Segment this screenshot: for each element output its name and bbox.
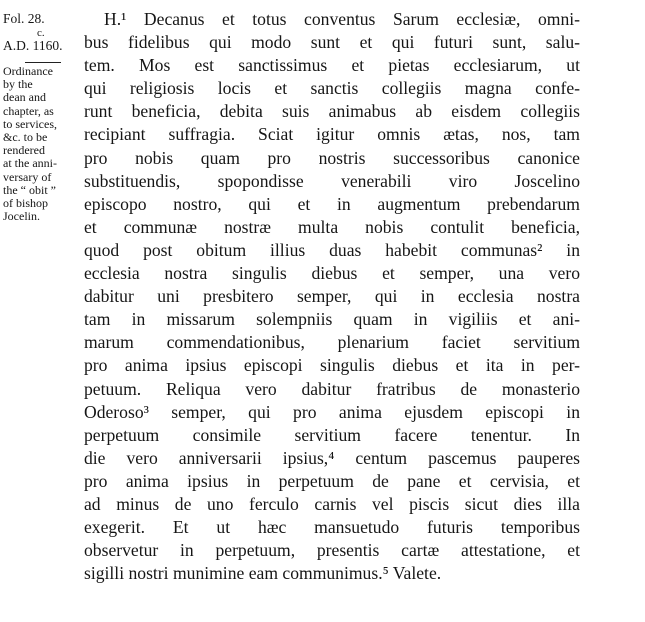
text-line: Oderoso³ semper, qui pro anima ejusdem episcopi in <box>84 401 580 422</box>
circa-mark: c. <box>37 27 45 39</box>
text-line: observetur in perpetuum, presentis cartæ attestatione, et <box>84 540 580 561</box>
text-line: pro anima ipsius in perpetuum de pane et cervisia, et <box>84 470 580 491</box>
text-line: et communæ nostræ multa nobis contulit beneficia, <box>84 216 580 237</box>
text-line: episcopo nostro, qui et in augmentum prebendarum <box>84 193 580 214</box>
text-line: die vero anniversarii ipsius,⁴ centum pascemus pauperes <box>84 447 580 468</box>
margin-column <box>3 11 79 223</box>
margin-divider <box>25 62 61 63</box>
text-line: H.¹ Decanus et totus conventus Sarum ecclesiæ, omni- <box>104 9 580 29</box>
text-line: dabitur uni presbitero semper, qui in ecclesia nostra <box>84 286 580 307</box>
sidenote-line: rendered <box>3 143 45 158</box>
marginal-summary <box>3 65 79 223</box>
text-line: marum commendationibus, plenarium faciet servitium <box>84 332 580 353</box>
text-line: pro anima ipsius episcopi singulis diebus et ita in per- <box>84 355 580 376</box>
sidenote-line: by the <box>3 77 33 92</box>
text-line: quod post obitum illius duas habebit communas² in <box>84 239 580 260</box>
text-line: ad minus de uno ferculo carnis vel piscis sicut dies illa <box>84 493 580 514</box>
text-line: petuum. Reliqua vero dabitur fratribus de monasterio <box>84 378 580 399</box>
text-line: bus fidelibus qui modo sunt et qui futuri sunt, salu- <box>84 32 580 53</box>
text-line: pro nobis quam pro nostris successoribus canonice <box>84 147 580 168</box>
text-line: ecclesia nostra singulis diebus et semper, una vero <box>84 263 580 284</box>
sidenote-line: of bishop <box>3 196 48 211</box>
sidenote-line: chapter, as <box>3 103 54 118</box>
text-line: qui religiosis locis et sanctis collegiis magna confe- <box>84 78 580 99</box>
text-line: tam in missarum solempniis quam in vigiliis et ani- <box>84 309 580 330</box>
sidenote-line: to services, <box>3 116 57 131</box>
text-line: recipiant suffragia. Sciat igitur omnis ætas, nos, tam <box>84 124 580 145</box>
sidenote-line: at the anni- <box>3 156 57 171</box>
text-line: tem. Mos est sanctissimus et pietas ecclesiarum, ut <box>84 55 580 76</box>
text-line: runt beneficia, debita suis animabus ab eisdem collegiis <box>84 101 580 122</box>
date-reference: A.D. 1160. <box>3 38 63 53</box>
text-line: exegerit. Et ut hæc mansuetudo futuris temporibus <box>84 517 580 538</box>
text-line: substituendis, spopondisse venerabili viro Joscelino <box>84 170 580 191</box>
sidenote-line: versary of <box>3 169 52 184</box>
folio-reference: Fol. 28. <box>3 11 45 26</box>
sidenote-line: &c. to be <box>3 130 48 145</box>
sidenote-line: dean and <box>3 90 46 105</box>
sidenote-line: Ordinance <box>3 64 53 78</box>
text-line: sigilli nostri munimine eam communimus.⁵ Valete. <box>84 563 442 584</box>
text-line: perpetuum consimile servitium facere tenentur. In <box>84 424 580 445</box>
charter-text <box>84 8 580 585</box>
sidenote-line: the “ obit ” <box>3 182 56 197</box>
sidenote-line: Jocelin. <box>3 209 40 224</box>
